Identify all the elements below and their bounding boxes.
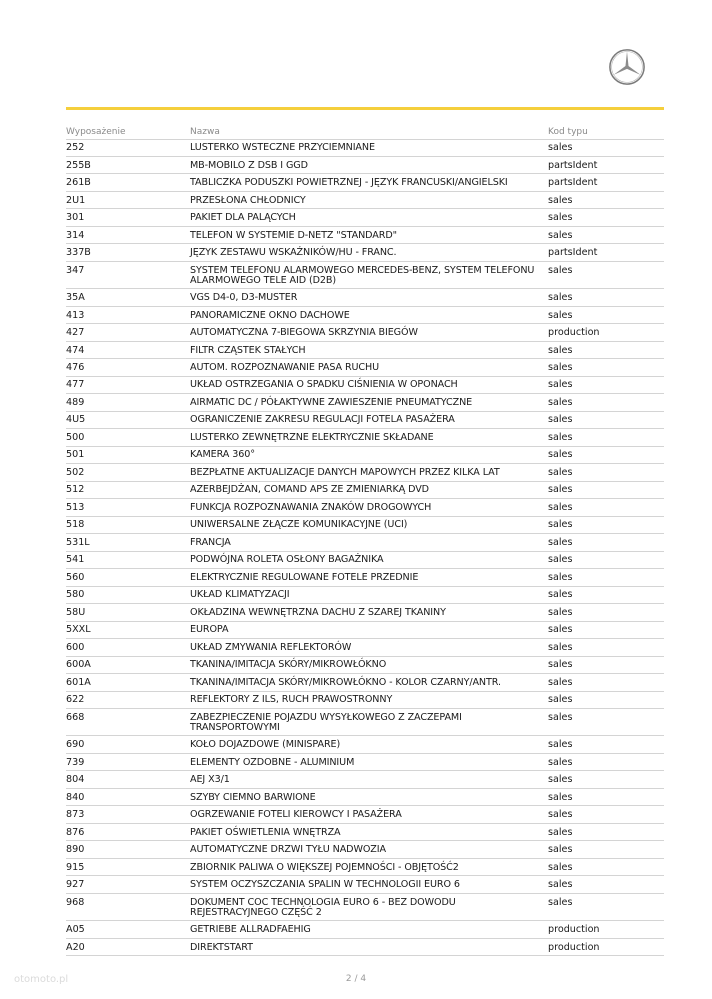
equipment-name-cell: KOŁO DOJAZDOWE (MINISPARE) xyxy=(190,736,548,753)
type-code-cell: production xyxy=(548,921,664,938)
column-header-type-code: Kod typu xyxy=(548,121,664,139)
equipment-code-cell: 476 xyxy=(66,359,190,376)
table-row xyxy=(66,788,664,805)
type-code-cell: sales xyxy=(548,376,664,393)
type-code-cell: sales xyxy=(548,639,664,656)
type-code-cell: sales xyxy=(548,481,664,498)
table-row xyxy=(66,261,664,288)
equipment-code-cell: 927 xyxy=(66,876,190,893)
type-code-cell: sales xyxy=(548,464,664,481)
equipment-name-cell: JĘZYK ZESTAWU WSKAŹNIKÓW/HU - FRANC. xyxy=(190,244,548,261)
equipment-code-cell: 804 xyxy=(66,771,190,788)
column-header-name: Nazwa xyxy=(190,121,548,139)
equipment-code-cell: A20 xyxy=(66,938,190,955)
equipment-code-cell: 502 xyxy=(66,464,190,481)
equipment-name-cell: TABLICZKA PODUSZKI POWIETRZNEJ - JĘZYK FRANCUSKI/ANGIELSKI xyxy=(190,174,548,191)
table-row xyxy=(66,411,664,428)
equipment-code-cell: 413 xyxy=(66,306,190,323)
type-code-cell: sales xyxy=(548,771,664,788)
equipment-name-cell: UNIWERSALNE ZŁĄCZE KOMUNIKACYJNE (UCI) xyxy=(190,516,548,533)
equipment-code-cell: 531L xyxy=(66,534,190,551)
type-code-cell: sales xyxy=(548,621,664,638)
equipment-code-cell: 541 xyxy=(66,551,190,568)
equipment-code-cell: 5XXL xyxy=(66,621,190,638)
header-accent-rule xyxy=(66,107,664,110)
equipment-name-cell: GETRIEBE ALLRADFAEHIG xyxy=(190,921,548,938)
table-header-row xyxy=(66,121,664,139)
table-row xyxy=(66,481,664,498)
type-code-cell: sales xyxy=(548,569,664,586)
equipment-code-cell: 252 xyxy=(66,139,190,156)
equipment-name-cell: AUTOMATYCZNE DRZWI TYŁU NADWOZIA xyxy=(190,841,548,858)
type-code-cell: sales xyxy=(548,394,664,411)
equipment-name-cell: TKANINA/IMITACJA SKÓRY/MIKROWŁÓKNO xyxy=(190,656,548,673)
table-row xyxy=(66,324,664,341)
equipment-code-cell: 968 xyxy=(66,893,190,920)
equipment-name-cell: FRANCJA xyxy=(190,534,548,551)
equipment-code-cell: 477 xyxy=(66,376,190,393)
equipment-code-cell: 915 xyxy=(66,858,190,875)
equipment-code-cell: 337B xyxy=(66,244,190,261)
table-row xyxy=(66,341,664,358)
equipment-code-cell: 600A xyxy=(66,656,190,673)
equipment-code-cell: 601A xyxy=(66,674,190,691)
equipment-name-cell: REFLEKTORY Z ILS, RUCH PRAWOSTRONNY xyxy=(190,691,548,708)
equipment-code-cell: 301 xyxy=(66,209,190,226)
table-row xyxy=(66,244,664,261)
table-row xyxy=(66,569,664,586)
type-code-cell: sales xyxy=(548,841,664,858)
watermark-logo-text: otomoto.pl xyxy=(14,974,69,985)
table-row xyxy=(66,858,664,875)
equipment-code-cell: 739 xyxy=(66,753,190,770)
table-row xyxy=(66,464,664,481)
equipment-code-cell: 35A xyxy=(66,289,190,306)
type-code-cell: sales xyxy=(548,534,664,551)
equipment-name-cell: SYSTEM OCZYSZCZANIA SPALIN W TECHNOLOGII EURO 6 xyxy=(190,876,548,893)
equipment-name-cell: AIRMATIC DC / PÓŁAKTYWNE ZAWIESZENIE PNEUMATYCZNE xyxy=(190,394,548,411)
table-row xyxy=(66,191,664,208)
table-row xyxy=(66,289,664,306)
equipment-name-cell: ELEKTRYCZNIE REGULOWANE FOTELE PRZEDNIE xyxy=(190,569,548,586)
table-row xyxy=(66,499,664,516)
type-code-cell: production xyxy=(548,938,664,955)
equipment-name-cell: OGRANICZENIE ZAKRESU REGULACJI FOTELA PASAŻERA xyxy=(190,411,548,428)
equipment-name-cell: TELEFON W SYSTEMIE D-NETZ "STANDARD" xyxy=(190,226,548,243)
table-row xyxy=(66,174,664,191)
type-code-cell: sales xyxy=(548,674,664,691)
equipment-code-cell: 501 xyxy=(66,446,190,463)
table-row xyxy=(66,841,664,858)
equipment-name-cell: TKANINA/IMITACJA SKÓRY/MIKROWŁÓKNO - KOLOR CZARNY/ANTR. xyxy=(190,674,548,691)
type-code-cell: sales xyxy=(548,359,664,376)
equipment-code-cell: 890 xyxy=(66,841,190,858)
type-code-cell: sales xyxy=(548,191,664,208)
table-row xyxy=(66,209,664,226)
type-code-cell: sales xyxy=(548,656,664,673)
equipment-name-cell: AUTOMATYCZNA 7-BIEGOWA SKRZYNIA BIEGÓW xyxy=(190,324,548,341)
table-row xyxy=(66,534,664,551)
table-row xyxy=(66,876,664,893)
table-body xyxy=(66,139,664,956)
type-code-cell: sales xyxy=(548,499,664,516)
table-row xyxy=(66,359,664,376)
table-row xyxy=(66,921,664,938)
table-row xyxy=(66,446,664,463)
type-code-cell: partsIdent xyxy=(548,244,664,261)
equipment-code-cell: 489 xyxy=(66,394,190,411)
equipment-code-cell: 690 xyxy=(66,736,190,753)
equipment-code-cell: 500 xyxy=(66,429,190,446)
column-header-equipment: Wyposażenie xyxy=(66,121,190,139)
table-row xyxy=(66,516,664,533)
equipment-name-cell: SZYBY CIEMNO BARWIONE xyxy=(190,788,548,805)
type-code-cell: sales xyxy=(548,788,664,805)
equipment-name-cell: UKŁAD KLIMATYZACJI xyxy=(190,586,548,603)
equipment-code-cell: 873 xyxy=(66,806,190,823)
equipment-code-cell: 314 xyxy=(66,226,190,243)
equipment-name-cell: ZBIORNIK PALIWA O WIĘKSZEJ POJEMNOŚCI - OBJĘTOŚĆ2 xyxy=(190,858,548,875)
equipment-name-cell: UKŁAD ZMYWANIA REFLEKTORÓW xyxy=(190,639,548,656)
equipment-code-cell: 4U5 xyxy=(66,411,190,428)
type-code-cell: sales xyxy=(548,753,664,770)
equipment-name-cell: DOKUMENT COC TECHNOLOGIA EURO 6 - BEZ DOWODU REJESTRACYJNEGO CZĘŚĆ 2 xyxy=(190,893,548,920)
type-code-cell: sales xyxy=(548,139,664,156)
equipment-name-cell: KAMERA 360° xyxy=(190,446,548,463)
page-number: 2 / 4 xyxy=(345,974,367,984)
equipment-name-cell: PANORAMICZNE OKNO DACHOWE xyxy=(190,306,548,323)
type-code-cell: sales xyxy=(548,858,664,875)
equipment-code-cell: 255B xyxy=(66,156,190,173)
table-row xyxy=(66,306,664,323)
type-code-cell: sales xyxy=(548,806,664,823)
type-code-cell: sales xyxy=(548,306,664,323)
table-row xyxy=(66,893,664,920)
equipment-code-cell: 427 xyxy=(66,324,190,341)
equipment-name-cell: ZABEZPIECZENIE POJAZDU WYSYŁKOWEGO Z ZACZEPAMI TRANSPORTOWYMI xyxy=(190,709,548,736)
equipment-code-cell: 58U xyxy=(66,604,190,621)
table-row xyxy=(66,621,664,638)
type-code-cell: partsIdent xyxy=(548,156,664,173)
table-row xyxy=(66,691,664,708)
type-code-cell: sales xyxy=(548,823,664,840)
equipment-code-cell: 600 xyxy=(66,639,190,656)
type-code-cell: sales xyxy=(548,261,664,288)
table-row xyxy=(66,156,664,173)
table-row xyxy=(66,551,664,568)
equipment-name-cell: FUNKCJA ROZPOZNAWANIA ZNAKÓW DROGOWYCH xyxy=(190,499,548,516)
mercedes-benz-star-icon xyxy=(608,48,646,86)
type-code-cell: sales xyxy=(548,893,664,920)
type-code-cell: sales xyxy=(548,709,664,736)
type-code-cell: sales xyxy=(548,516,664,533)
type-code-cell: sales xyxy=(548,551,664,568)
equipment-code-cell: 580 xyxy=(66,586,190,603)
type-code-cell: sales xyxy=(548,429,664,446)
type-code-cell: sales xyxy=(548,341,664,358)
type-code-cell: production xyxy=(548,324,664,341)
table-row xyxy=(66,656,664,673)
type-code-cell: sales xyxy=(548,691,664,708)
type-code-cell: sales xyxy=(548,289,664,306)
equipment-name-cell: PAKIET OŚWIETLENIA WNĘTRZA xyxy=(190,823,548,840)
type-code-cell: sales xyxy=(548,226,664,243)
type-code-cell: sales xyxy=(548,586,664,603)
table-row xyxy=(66,639,664,656)
equipment-code-cell: 876 xyxy=(66,823,190,840)
table-row xyxy=(66,394,664,411)
equipment-code-cell: 560 xyxy=(66,569,190,586)
table-row xyxy=(66,586,664,603)
type-code-cell: sales xyxy=(548,209,664,226)
equipment-name-cell: FILTR CZĄSTEK STAŁYCH xyxy=(190,341,548,358)
equipment-name-cell: BEZPŁATNE AKTUALIZACJE DANYCH MAPOWYCH PRZEZ KILKA LAT xyxy=(190,464,548,481)
equipment-name-cell: ELEMENTY OZDOBNE - ALUMINIUM xyxy=(190,753,548,770)
type-code-cell: sales xyxy=(548,736,664,753)
equipment-code-cell: 2U1 xyxy=(66,191,190,208)
table-row xyxy=(66,823,664,840)
type-code-cell: sales xyxy=(548,876,664,893)
equipment-code-cell: 513 xyxy=(66,499,190,516)
type-code-cell: sales xyxy=(548,604,664,621)
table-row xyxy=(66,376,664,393)
equipment-name-cell: MB-MOBILO Z DSB I GGD xyxy=(190,156,548,173)
equipment-name-cell: UKŁAD OSTRZEGANIA O SPADKU CIŚNIENIA W OPONACH xyxy=(190,376,548,393)
table-row xyxy=(66,429,664,446)
table-row xyxy=(66,604,664,621)
equipment-name-cell: PAKIET DLA PALĄCYCH xyxy=(190,209,548,226)
equipment-name-cell: AUTOM. ROZPOZNAWANIE PASA RUCHU xyxy=(190,359,548,376)
equipment-code-cell: 518 xyxy=(66,516,190,533)
equipment-code-cell: 347 xyxy=(66,261,190,288)
equipment-name-cell: OGRZEWANIE FOTELI KIEROWCY I PASAŻERA xyxy=(190,806,548,823)
equipment-name-cell: PODWÓJNA ROLETA OSŁONY BAGAŻNIKA xyxy=(190,551,548,568)
table-row xyxy=(66,806,664,823)
type-code-cell: sales xyxy=(548,446,664,463)
equipment-code-cell: A05 xyxy=(66,921,190,938)
table-row xyxy=(66,674,664,691)
equipment-name-cell: SYSTEM TELEFONU ALARMOWEGO MERCEDES-BENZ, SYSTEM TELEFONU ALARMOWEGO TELE AID (D2B) xyxy=(190,261,548,288)
table-row xyxy=(66,938,664,955)
table-row xyxy=(66,139,664,156)
table-row xyxy=(66,736,664,753)
table-row xyxy=(66,709,664,736)
type-code-cell: partsIdent xyxy=(548,174,664,191)
equipment-code-cell: 668 xyxy=(66,709,190,736)
equipment-name-cell: VGS D4-0, D3-MUSTER xyxy=(190,289,548,306)
equipment-name-cell: AEJ X3/1 xyxy=(190,771,548,788)
equipment-code-cell: 261B xyxy=(66,174,190,191)
equipment-name-cell: EUROPA xyxy=(190,621,548,638)
equipment-name-cell: LUSTERKO WSTECZNE PRZYCIEMNIANE xyxy=(190,139,548,156)
equipment-name-cell: PRZESŁONA CHŁODNICY xyxy=(190,191,548,208)
table-row xyxy=(66,771,664,788)
table-row xyxy=(66,226,664,243)
equipment-name-cell: AZERBEJDŻAN, COMAND APS ZE ZMIENIARKĄ DVD xyxy=(190,481,548,498)
table-row xyxy=(66,753,664,770)
equipment-code-cell: 622 xyxy=(66,691,190,708)
equipment-code-cell: 474 xyxy=(66,341,190,358)
equipment-table xyxy=(66,121,664,956)
equipment-name-cell: OKŁADZINA WEWNĘTRZNA DACHU Z SZAREJ TKANINY xyxy=(190,604,548,621)
equipment-code-cell: 840 xyxy=(66,788,190,805)
equipment-code-cell: 512 xyxy=(66,481,190,498)
equipment-name-cell: LUSTERKO ZEWNĘTRZNE ELEKTRYCZNIE SKŁADANE xyxy=(190,429,548,446)
equipment-name-cell: DIREKTSTART xyxy=(190,938,548,955)
type-code-cell: sales xyxy=(548,411,664,428)
